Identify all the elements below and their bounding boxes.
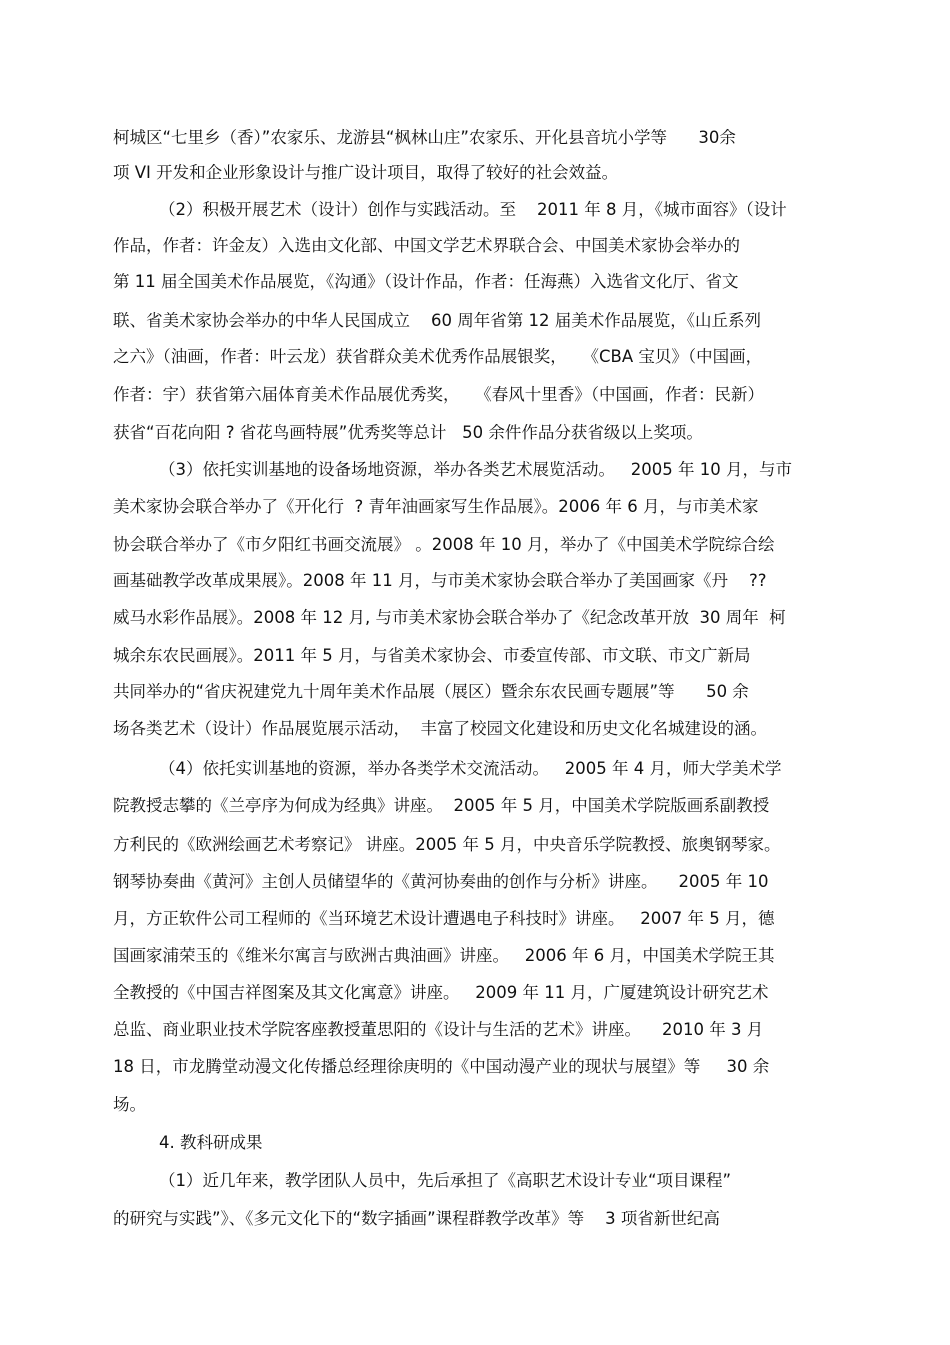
text-line: （4）依托实训基地的资源，举办各类学术交流活动。 2005 年 4 月，师大学美术学 bbox=[159, 759, 782, 778]
text-line: 作品，作者：许金友）入选由文化部、中国文学艺术界联合会、中国美术家协会举办的 bbox=[113, 236, 740, 255]
text-line: 画基础教学改革成果展》。2008 年 11 月，与市美术家协会联合举办了美国画家《丹 ?? bbox=[113, 571, 767, 590]
text-line: 全教授的《中国吉祥图案及其文化寓意》讲座。 2009 年 11 月，广厦建筑设计研究艺术 bbox=[113, 983, 769, 1002]
text-line: 院教授志攀的《兰亭序为何成为经典》讲座。 2005 年 5 月，中国美术学院版画系副教授 bbox=[113, 796, 770, 815]
text-line: 总监、商业职业技术学院客座教授董思阳的《设计与生活的艺术》讲座。 2010 年 3 月 bbox=[113, 1020, 764, 1039]
text-line: 协会联合举办了《市夕阳红书画交流展》 。2008 年 10 月，举办了《中国美术学院综合绘 bbox=[113, 535, 775, 554]
text-line: 美术家协会联合举办了《开化行 ? 青年油画家写生作品展》。2006 年 6 月，与市美术家 bbox=[113, 497, 759, 516]
text-line: 第 11 届全国美术作品展览，《沟通》（设计作品，作者：任海燕）入选省文化厅、省文 bbox=[113, 272, 739, 291]
text-line: （2）积极开展艺术（设计）创作与实践活动。至 2011 年 8 月，《城市面容》（设计 bbox=[159, 200, 787, 219]
section-heading: 4. 教科研成果 bbox=[159, 1133, 263, 1152]
text-line: 联、省美术家协会举办的中华人民国成立 60 周年省第 12 届美术作品展览，《山丘系列 bbox=[113, 311, 761, 330]
text-line: （1）近几年来，教学团队人员中，先后承担了《高职艺术设计专业“项目课程” bbox=[159, 1171, 732, 1190]
text-line: 城余东农民画展》。2011 年 5 月，与省美术家协会、市委宣传部、市文联、市文广新局 bbox=[113, 646, 751, 665]
text-line: 18 日，市龙腾堂动漫文化传播总经理徐庚明的《中国动漫产业的现状与展望》等 30 余 bbox=[113, 1057, 770, 1076]
text-line: 之六》（油画，作者：叶云龙）获省群众美术优秀作品展银奖， 《CBA 宝贝》（中国画， bbox=[113, 347, 763, 366]
text-line: 场。 bbox=[113, 1095, 146, 1114]
text-line: 月，方正软件公司工程师的《当环境艺术设计遭遇电子科技时》讲座。 2007 年 5 月，德 bbox=[113, 909, 775, 928]
text-line: 场各类艺术（设计）作品展览展示活动， 丰富了校园文化建设和历史文化名城建设的涵。 bbox=[113, 719, 767, 738]
text-line: 的研究与实践”》、《多元文化下的“数字插画”课程群教学改革》等 3 项省新世纪高 bbox=[113, 1209, 720, 1228]
text-line: 柯城区“七里乡（香）”农家乐、龙游县“枫林山庄”农家乐、开化县音坑小学等 30余 bbox=[113, 128, 736, 147]
text-line: 方利民的《欧洲绘画艺术考察记》 讲座。2005 年 5 月，中央音乐学院教授、旅奥钢琴家。 bbox=[113, 835, 781, 854]
text-line: 获省“百花向阳 ? 省花鸟画特展”优秀奖等总计 50 余件作品分获省级以上奖项。 bbox=[113, 423, 703, 442]
text-line: （3）依托实训基地的设备场地资源，举办各类艺术展览活动。 2005 年 10 月，与市 bbox=[159, 460, 792, 479]
text-line: 项 VI 开发和企业形象设计与推广设计项目，取得了较好的社会效益。 bbox=[113, 163, 619, 182]
text-line: 国画家浦荣玉的《维米尔寓言与欧洲古典油画》讲座。 2006 年 6 月，中国美术学院王其 bbox=[113, 946, 775, 965]
text-line: 作者：宇）获省第六届体育美术作品展优秀奖， 《春风十里香》（中国画，作者：民新） bbox=[113, 385, 764, 404]
text-line: 钢琴协奏曲《黄河》主创人员储望华的《黄河协奏曲的创作与分析》讲座。 2005 年 10 bbox=[113, 872, 769, 891]
text-line: 威马水彩作品展》。2008 年 12 月, 与市美术家协会联合举办了《纪念改革开放 30 周年 柯 bbox=[113, 608, 786, 627]
text-line: 共同举办的“省庆祝建党九十周年美术作品展（展区）暨余东农民画专题展”等 50 余 bbox=[113, 682, 749, 701]
